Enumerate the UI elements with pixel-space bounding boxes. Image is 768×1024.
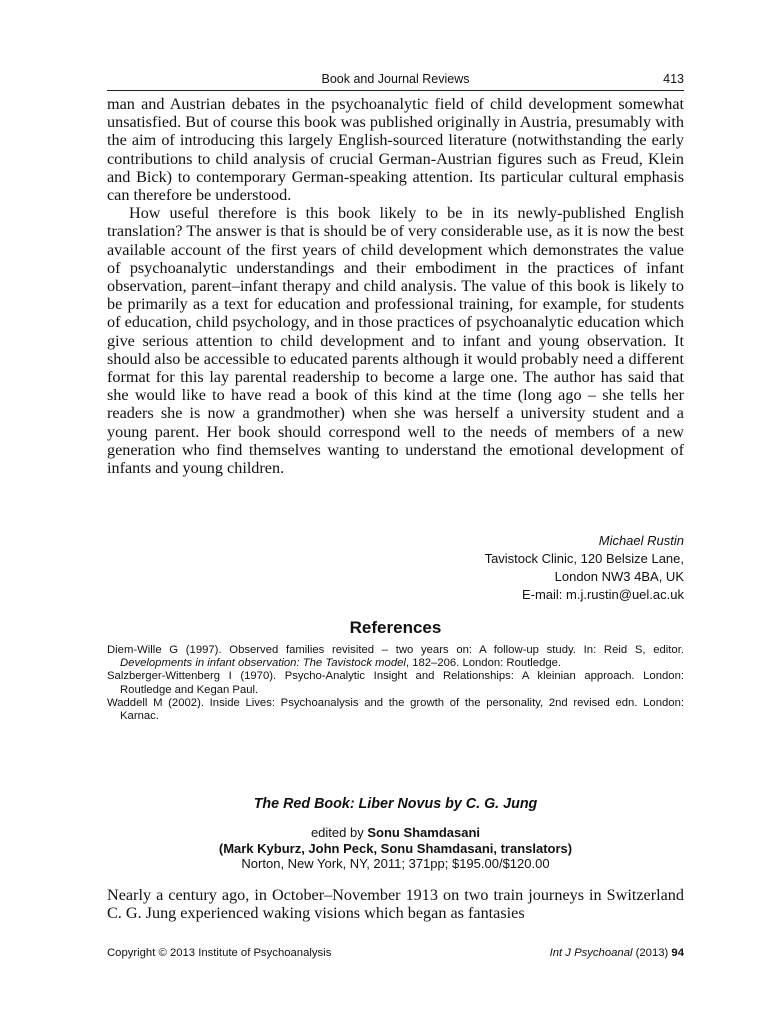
editor-name: Sonu Shamdasani [367, 825, 481, 840]
reference-item: Waddell M (2002). Inside Lives: Psychoanalysis and the growth of the personality, 2nd revised edn. London: Karnac. [107, 696, 684, 723]
editor-line: edited by Sonu Shamdasani [310, 825, 481, 840]
reviewer-signature [284, 532, 684, 604]
references-heading: References [349, 618, 442, 637]
paragraph: Nearly a century ago, in October–November 1913 on two train journeys in Switzerland C. G. Jung experienced waking visions which began as fantasies [107, 886, 684, 923]
header-rule [107, 90, 684, 91]
page-number: 413 [663, 72, 684, 86]
reference-item: Salzberger-Wittenberg I (1970). Psycho-Analytic Insight and Relationships: A kleinian approach. London: Routledge and Kegan Paul. [107, 670, 684, 696]
publication-line: Norton, New York, NY, 2011; 371pp; $195.00/$120.00 [241, 856, 550, 871]
running-header [107, 70, 684, 88]
reviewer-address-line: Tavistock Clinic, 120 Belsize Lane, [484, 551, 684, 566]
reviewer-email: E-mail: m.j.rustin@uel.ac.uk [521, 587, 684, 602]
translators-line: (Mark Kyburz, John Peck, Sonu Shamdasani, translators) [218, 840, 573, 856]
journal-citation: Int J Psychoanal (2013) 94 [549, 947, 684, 959]
copyright-notice: Copyright © 2013 Institute of Psychoanalysis [107, 947, 332, 959]
paragraph: How useful therefore is this book likely to be in its newly-published English translation? The answer is that is should be of very considerable use, as it is now the best available account of the first years of child development which demonstrates the value of psychoanalytic understandings and their embodiment in the practices of infant observation, parent–infant therapy and child analysis. The value of this book is likely to be primarily as a text for education and professional training, for example, for students of education, child psychology, and in those practices of psychoanalytic education which give serious attention to child development and to infant and young observation. It should also be accessible to educated parents although it would probably need a different format for this lay parental readership to become a large one. The author has said that she would like to have read a book of this kind at the time (long ago – she tells her readers she is now a grandmother) when she was herself a university student and a young parent. Her book should correspond well to the needs of members of a new generation who find themselves wanting to understand the emotional development of infants and young children. [107, 204, 684, 478]
reviewer-address-line: London NW3 4BA, UK [554, 569, 684, 584]
reference-book-title: Developments in infant observation: The Tavistock model [120, 657, 406, 670]
review-body [107, 95, 684, 477]
review-opening [107, 886, 684, 922]
references-list [107, 644, 684, 723]
review-book-meta [107, 825, 684, 872]
section-title: Book and Journal Reviews [321, 72, 470, 86]
journal-page [107, 0, 684, 1024]
review-title: The Red Book: Liber Novus by C. G. Jung [253, 796, 538, 812]
paragraph: man and Austrian debates in the psychoanalytic field of child development somewhat unsatisfied. But of course this book was published originally in Austria, presumably with the aim of introducing this largely English-sourced literature (notwithstanding the early contributions to child analysis of crucial German-Austrian figures such as Freud, Klein and Bick) to contemporary German-speaking attention. Its particular cultural emphasis can therefore be understood. [107, 95, 684, 205]
reviewer-name: Michael Rustin [598, 533, 684, 548]
reference-item: Diem-Wille G (1997). Observed families revisited – two years on: A follow-up study. In: Reid S, editor. Developments in infant observation: The Tavistock model, 182–206. London: Routledge. [107, 644, 684, 670]
